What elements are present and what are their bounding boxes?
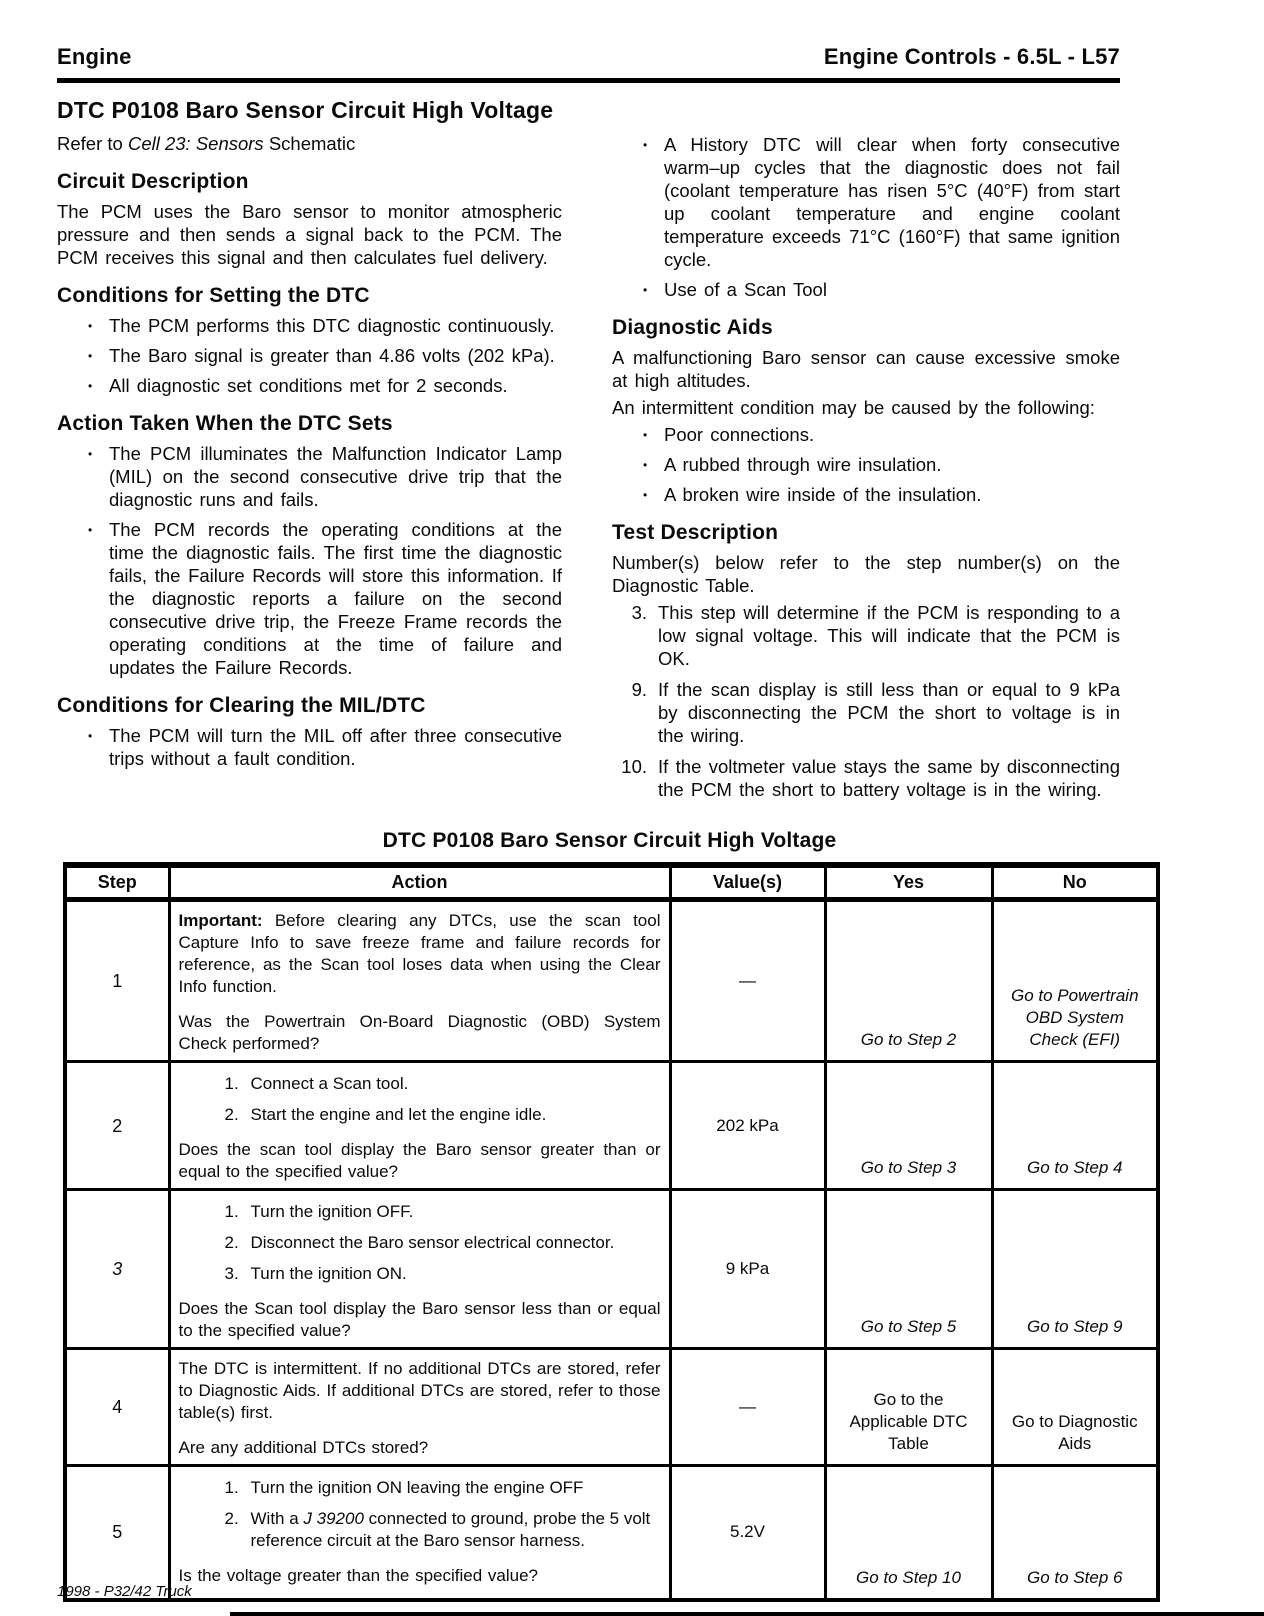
step-question: Does the scan tool display the Baro sensor greater than or equal to the specified value?	[178, 1140, 661, 1181]
col-header-action: Action	[169, 865, 670, 900]
test-item-number: 3.	[631, 602, 647, 623]
diagnostic-table	[63, 862, 1160, 1602]
yes-cell: Go to Step 5	[825, 1190, 992, 1349]
step-cell: 5	[65, 1466, 169, 1600]
no-cell: Go to Step 9	[992, 1190, 1158, 1349]
important-text: Before clearing any DTCs, use the scan tool Capture Info to save freeze frame and failure records for reference, as the Scan tool loses data when using the Clear Info function.	[178, 911, 661, 996]
action-text: The DTC is intermittent. If no additional DTCs are stored, refer to Diagnostic Aids. If additional DTCs are stored, refer to those table(s) first.	[178, 1359, 661, 1422]
list-item: • The PCM will turn the MIL off after three consecutive trips without a fault condition.	[57, 724, 562, 770]
action-taken-list	[57, 442, 562, 679]
header-right-title: Engine Controls - 6.5L - L57	[823, 44, 1120, 69]
table-row	[65, 1190, 1158, 1349]
action-steps	[179, 1201, 661, 1285]
action-taken-heading: Action Taken When the DTC Sets	[57, 412, 393, 435]
diagnostic-aids-para1: A malfunctioning Baro sensor can cause excessive smoke at high altitudes.	[612, 347, 1120, 391]
circuit-description-heading: Circuit Description	[57, 170, 249, 193]
action-step: Turn the ignition ON.	[250, 1264, 407, 1283]
diagnostic-aids-heading: Diagnostic Aids	[612, 316, 773, 339]
conditions-clearing-list-continued	[612, 133, 1120, 301]
step-question: Is the voltage greater than the specified value?	[178, 1566, 539, 1585]
action-step: Connect a Scan tool.	[250, 1074, 409, 1093]
action-step: Turn the ignition OFF.	[250, 1202, 414, 1221]
refer-suffix: Schematic	[263, 133, 356, 154]
list-item: • A rubbed through wire insulation.	[612, 453, 1120, 476]
list-item: • The PCM illuminates the Malfunction Indicator Lamp (MIL) on the second consecutive drive trip that the diagnostic runs and fails.	[57, 442, 562, 511]
action-step-prefix: With a	[250, 1509, 304, 1528]
list-item: • The PCM records the operating conditions at the time the diagnostic fails. The first time the diagnostic fails, the Failure Records will store this information. If the diagnostic reports a failure on the second consecutive drive trip, the Freeze Frame records the operating conditions at the time of failure and updates the Failure Records.	[57, 518, 562, 679]
action-cell	[169, 1466, 670, 1600]
step-question: Does the Scan tool display the Baro sensor less than or equal to the specified value?	[178, 1299, 661, 1340]
test-item	[612, 678, 1120, 747]
important-label: Important:	[178, 911, 263, 930]
table-row	[65, 1062, 1158, 1190]
action-step: Disconnect the Baro sensor electrical connector.	[250, 1233, 615, 1252]
action-step: Start the engine and let the engine idle.	[250, 1105, 547, 1124]
value-cell: 202 kPa	[670, 1062, 825, 1190]
test-item-text: This step will determine if the PCM is responding to a low signal voltage. This will indicate that the PCM is OK.	[658, 602, 1120, 669]
step-cell: 1	[65, 900, 169, 1062]
step-question: Was the Powertrain On-Board Diagnostic (OBD) System Check performed?	[178, 1012, 661, 1053]
circuit-description-body: The PCM uses the Baro sensor to monitor atmospheric pressure and then sends a signal back to the PCM. The PCM receives this signal and then calculates fuel delivery.	[57, 201, 562, 268]
test-item-text: If the scan display is still less than or equal to 9 kPa by disconnecting the PCM the short to voltage is in the wiring.	[658, 679, 1120, 746]
page-bottom-edge	[230, 1612, 1264, 1616]
conditions-setting-heading: Conditions for Setting the DTC	[57, 284, 370, 307]
col-header-no: No	[992, 865, 1158, 900]
important-note	[179, 910, 661, 998]
yes-cell: Go to the Applicable DTC Table	[825, 1349, 992, 1466]
action-steps	[179, 1477, 661, 1552]
test-item-number: 9.	[631, 679, 647, 700]
conditions-clearing-list	[57, 724, 562, 770]
conditions-setting-list	[57, 314, 562, 397]
header-rule	[57, 78, 1120, 83]
col-header-yes: Yes	[825, 865, 992, 900]
step-cell: 3	[65, 1190, 169, 1349]
value-cell: 9 kPa	[670, 1190, 825, 1349]
right-column	[612, 97, 1120, 809]
table-header-row	[65, 865, 1158, 900]
col-header-step: Step	[65, 865, 169, 900]
table-row	[65, 1349, 1158, 1466]
header-left-title: Engine	[57, 44, 132, 69]
value-cell: —	[670, 1349, 825, 1466]
list-item: • The PCM performs this DTC diagnostic continuously.	[57, 314, 562, 337]
test-description-heading: Test Description	[612, 521, 779, 544]
article-columns	[57, 97, 1125, 809]
table-row	[65, 900, 1158, 1062]
list-item: • A broken wire inside of the insulation.	[612, 483, 1120, 506]
action-cell	[169, 1349, 670, 1466]
refer-line	[57, 133, 562, 155]
no-cell: Go to Powertrain OBD System Check (EFI)	[992, 900, 1158, 1062]
action-step: Turn the ignition ON leaving the engine OFF	[250, 1478, 584, 1497]
tool-number: J 39200	[303, 1509, 364, 1528]
diagnostic-aids-para2: An intermittent condition may be caused by the following:	[612, 397, 1095, 418]
list-item: • Use of a Scan Tool	[612, 278, 1120, 301]
page-footer: 1998 - P32/42 Truck	[57, 1583, 192, 1600]
test-item-text: If the voltmeter value stays the same by disconnecting the PCM the short to battery voltage is in the wiring.	[658, 756, 1120, 800]
step-question: Are any additional DTCs stored?	[178, 1438, 429, 1457]
step-cell: 2	[65, 1062, 169, 1190]
action-cell	[169, 1190, 670, 1349]
col-header-values: Value(s)	[670, 865, 825, 900]
value-cell: —	[670, 900, 825, 1062]
refer-prefix: Refer to	[57, 133, 128, 154]
test-item	[612, 601, 1120, 670]
test-item	[612, 755, 1120, 801]
step-cell: 4	[65, 1349, 169, 1466]
value-cell: 5.2V	[670, 1466, 825, 1600]
left-column	[57, 97, 562, 809]
list-item: • A History DTC will clear when forty consecutive warm–up cycles that the diagnostic does not fail (coolant temperature has risen 5°C (40°F) from start up coolant temperature and engine coolant temperature exceeds 71°C (160°F) that same ignition cycle.	[612, 133, 1120, 271]
diagnostic-table-block	[63, 829, 1156, 1602]
page-header	[57, 44, 1120, 70]
diagnostic-table-title: DTC P0108 Baro Sensor Circuit High Voltage	[382, 829, 837, 852]
test-description-intro: Number(s) below refer to the step number(s) on the Diagnostic Table.	[612, 552, 1120, 596]
action-steps	[179, 1073, 661, 1126]
test-item-number: 10.	[621, 756, 647, 777]
action-cell	[169, 1062, 670, 1190]
table-row	[65, 1466, 1158, 1600]
conditions-clearing-heading: Conditions for Clearing the MIL/DTC	[57, 694, 426, 717]
yes-cell: Go to Step 2	[825, 900, 992, 1062]
refer-schematic-name: Cell 23: Sensors	[127, 133, 264, 154]
diagnostic-aids-list	[612, 423, 1120, 506]
yes-cell: Go to Step 10	[825, 1466, 992, 1600]
action-step	[179, 1508, 661, 1552]
article-title: DTC P0108 Baro Sensor Circuit High Voltage	[57, 97, 554, 123]
no-cell: Go to Step 6	[992, 1466, 1158, 1600]
no-cell: Go to Step 4	[992, 1062, 1158, 1190]
no-cell: Go to Diagnostic Aids	[992, 1349, 1158, 1466]
list-item: • The Baro signal is greater than 4.86 volts (202 kPa).	[57, 344, 562, 367]
action-cell	[169, 900, 670, 1062]
yes-cell: Go to Step 3	[825, 1062, 992, 1190]
action-step-suffix: connected to ground, probe the 5 volt reference circuit at the Baro sensor harness.	[250, 1509, 651, 1550]
list-item: • All diagnostic set conditions met for 2 seconds.	[57, 374, 562, 397]
list-item: • Poor connections.	[612, 423, 1120, 446]
